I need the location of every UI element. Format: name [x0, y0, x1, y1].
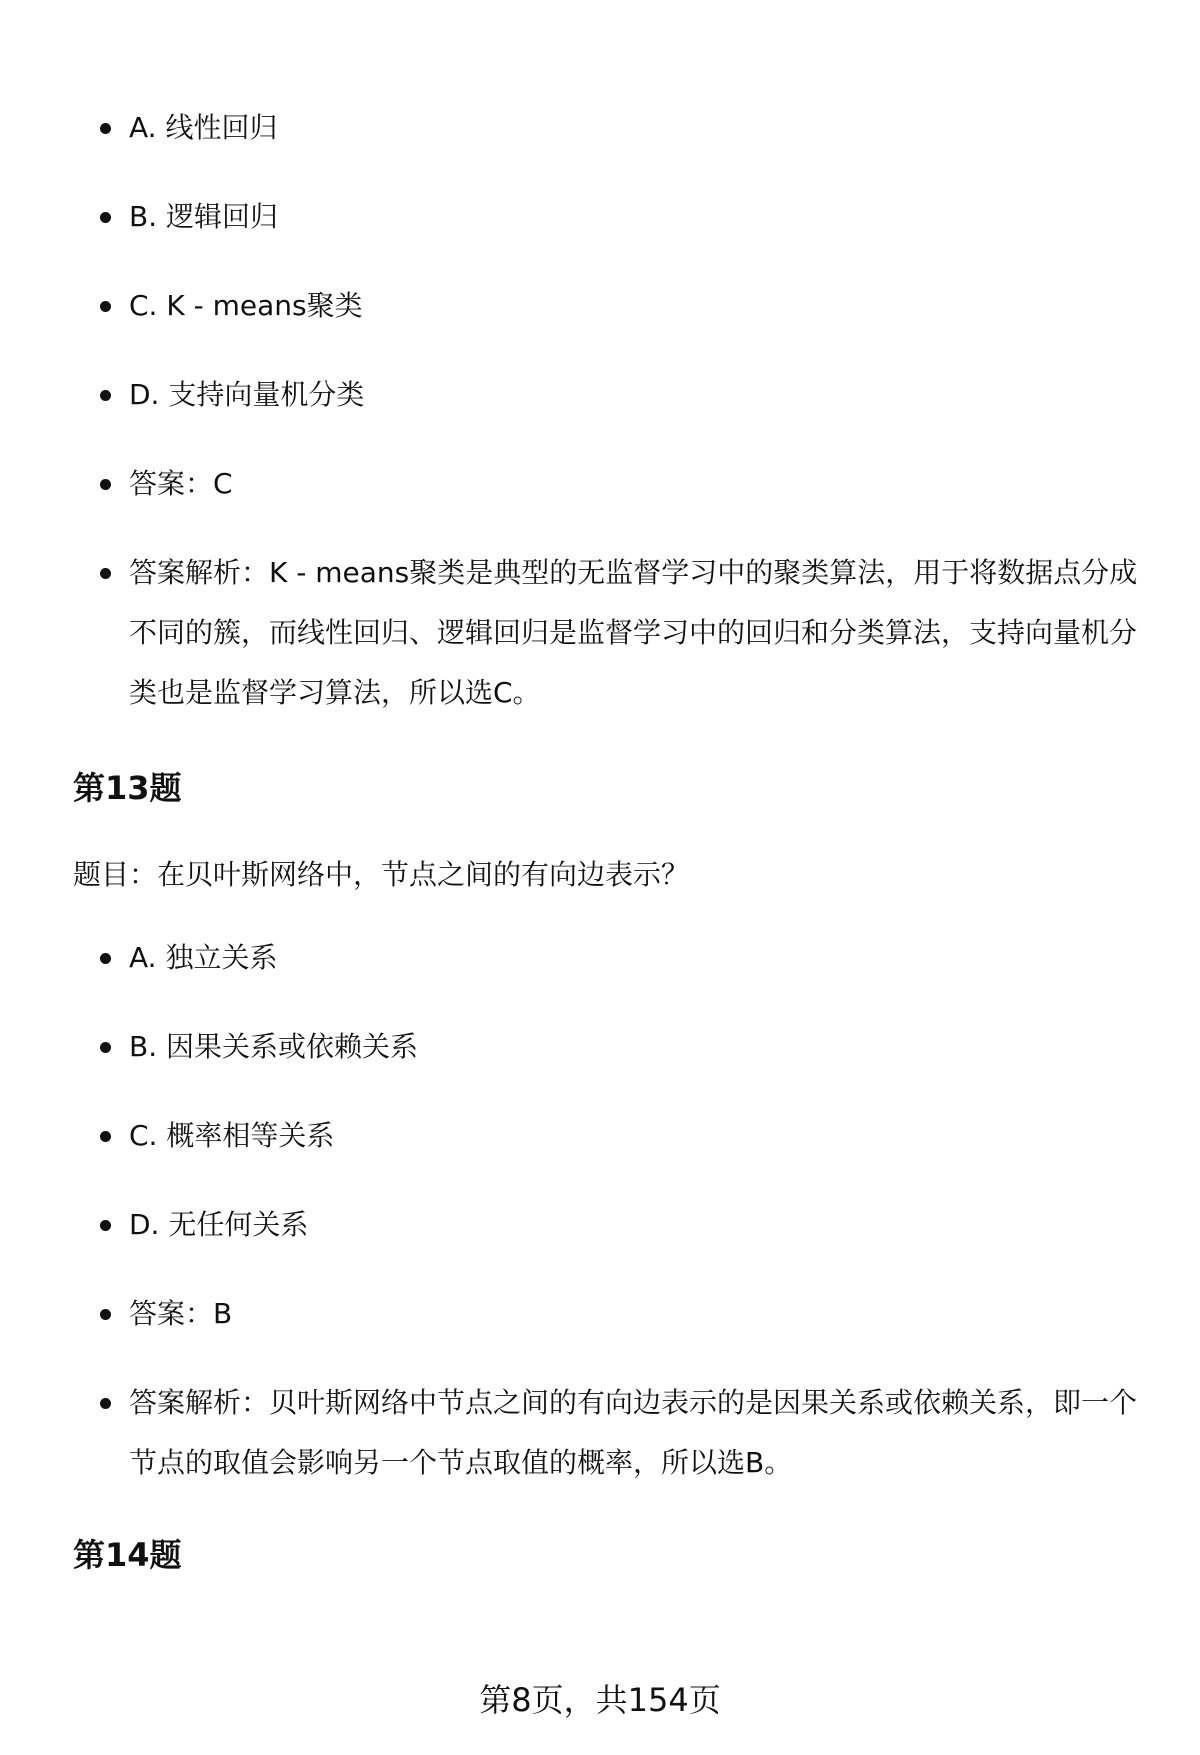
q13-title: 第13题 — [73, 769, 182, 807]
q13-answer: 答案：B — [73, 1284, 1143, 1344]
q14-title: 第14题 — [73, 1536, 182, 1574]
q13-option-b: B. 因果关系或依赖关系 — [73, 1017, 1143, 1077]
q13-option-d: D. 无任何关系 — [73, 1195, 1143, 1255]
q13-question: 题目：在贝叶斯网络中，节点之间的有向边表示？ — [73, 858, 690, 891]
page-number: 第8页，共154页 — [479, 1681, 721, 1719]
q12-option-d: D. 支持向量机分类 — [73, 365, 1143, 425]
q12-option-a: A. 线性回归 — [73, 98, 1143, 158]
q12-option-b: B. 逻辑回归 — [73, 187, 1143, 247]
q12-option-c: C. K - means聚类 — [73, 276, 1143, 336]
q12-option-list — [73, 98, 1143, 723]
q12-answer: 答案：C — [73, 454, 1143, 514]
q13-option-a: A. 独立关系 — [73, 928, 1143, 988]
q13-option-list — [73, 928, 1143, 1493]
document-body — [73, 98, 1143, 1575]
q12-explanation: 答案解析：K - means聚类是典型的无监督学习中的聚类算法，用于将数据点分成不同的簇，而线性回归、逻辑回归是监督学习中的回归和分类算法，支持向量机分类也是监督学习算法，所以选C。 — [73, 543, 1143, 723]
q13-explanation: 答案解析：贝叶斯网络中节点之间的有向边表示的是因果关系或依赖关系，即一个节点的取值会影响另一个节点取值的概率，所以选B。 — [73, 1373, 1143, 1493]
q13-option-c: C. 概率相等关系 — [73, 1106, 1143, 1166]
